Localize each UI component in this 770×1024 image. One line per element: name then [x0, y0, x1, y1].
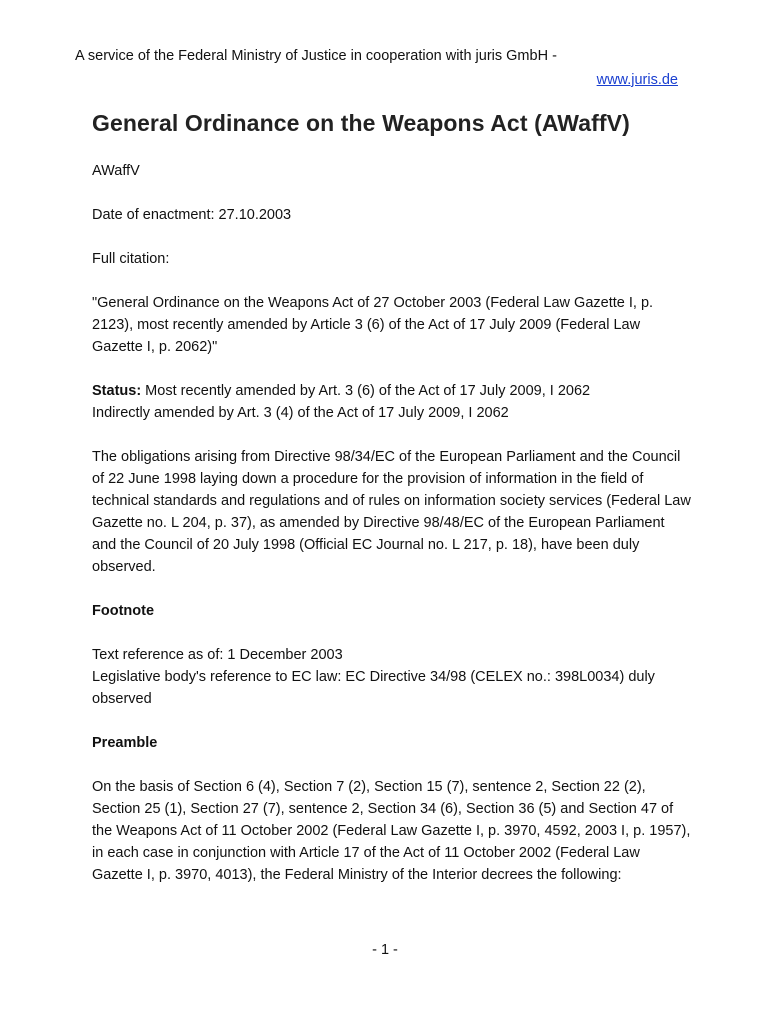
page-number: - 1 - [372, 942, 398, 958]
status-label: Status: [92, 383, 142, 399]
status-block [92, 380, 692, 402]
footnote-heading: Footnote [92, 603, 155, 619]
abbreviation: AWaffV [92, 163, 140, 179]
preamble-heading: Preamble [92, 735, 158, 751]
footnote-line-1: Text reference as of: 1 December 2003 [92, 647, 343, 663]
enactment-date: Date of enactment: 27.10.2003 [92, 207, 292, 223]
obligations-text: The obligations arising from Directive 98/34/EC of the European Parliament and the Council of 22 June 1998 laying down a procedure for the provision of information in the field of technical standards and regulations and of rules on information society services (Federal Law Gazette no. L 204, p. 37), as amended by Directive 98/48/EC of the European Parliament and the Council of 20 July 1998 (Official EC Journal no. L 217, p. 18), have been duly observed. [92, 449, 691, 575]
juris-link[interactable]: www.juris.de [596, 72, 678, 88]
status-line-2: Indirectly amended by Art. 3 (4) of the Act of 17 July 2009, I 2062 [92, 405, 509, 421]
service-notice: A service of the Federal Ministry of Justice in cooperation with juris GmbH - [75, 48, 557, 64]
footnote-line-2: Legislative body's reference to EC law: EC Directive 34/98 (CELEX no.: 398L0034) duly observed [92, 669, 655, 707]
status-line-1: Most recently amended by Art. 3 (6) of the Act of 17 July 2009, I 2062 [141, 383, 591, 399]
citation-text: "General Ordinance on the Weapons Act of 27 October 2003 (Federal Law Gazette I, p. 2123), most recently amended by Article 3 (6) of the Act of 17 July 2009 (Federal Law Gazette I, p. 2062)" [92, 295, 654, 355]
preamble-text: On the basis of Section 6 (4), Section 7 (2), Section 15 (7), sentence 2, Section 22 (2), Section 25 (1), Section 27 (7), sentence 2, Section 34 (6), Section 36 (5) and Section 47 of the Weapons Act of 11 October 2002 (Federal Law Gazette I, p. 3970, 4592, 2003 I, p. 1957), in each case in conjunction with Article 17 of the Act of 11 October 2002 (Federal Law Gazette I, p. 3970, 4013), the Federal Ministry of the Interior decrees the following: [92, 779, 691, 883]
document-content [92, 108, 692, 886]
document-title: General Ordinance on the Weapons Act (AWaffV) [92, 110, 630, 136]
citation-label: Full citation: [92, 251, 170, 267]
